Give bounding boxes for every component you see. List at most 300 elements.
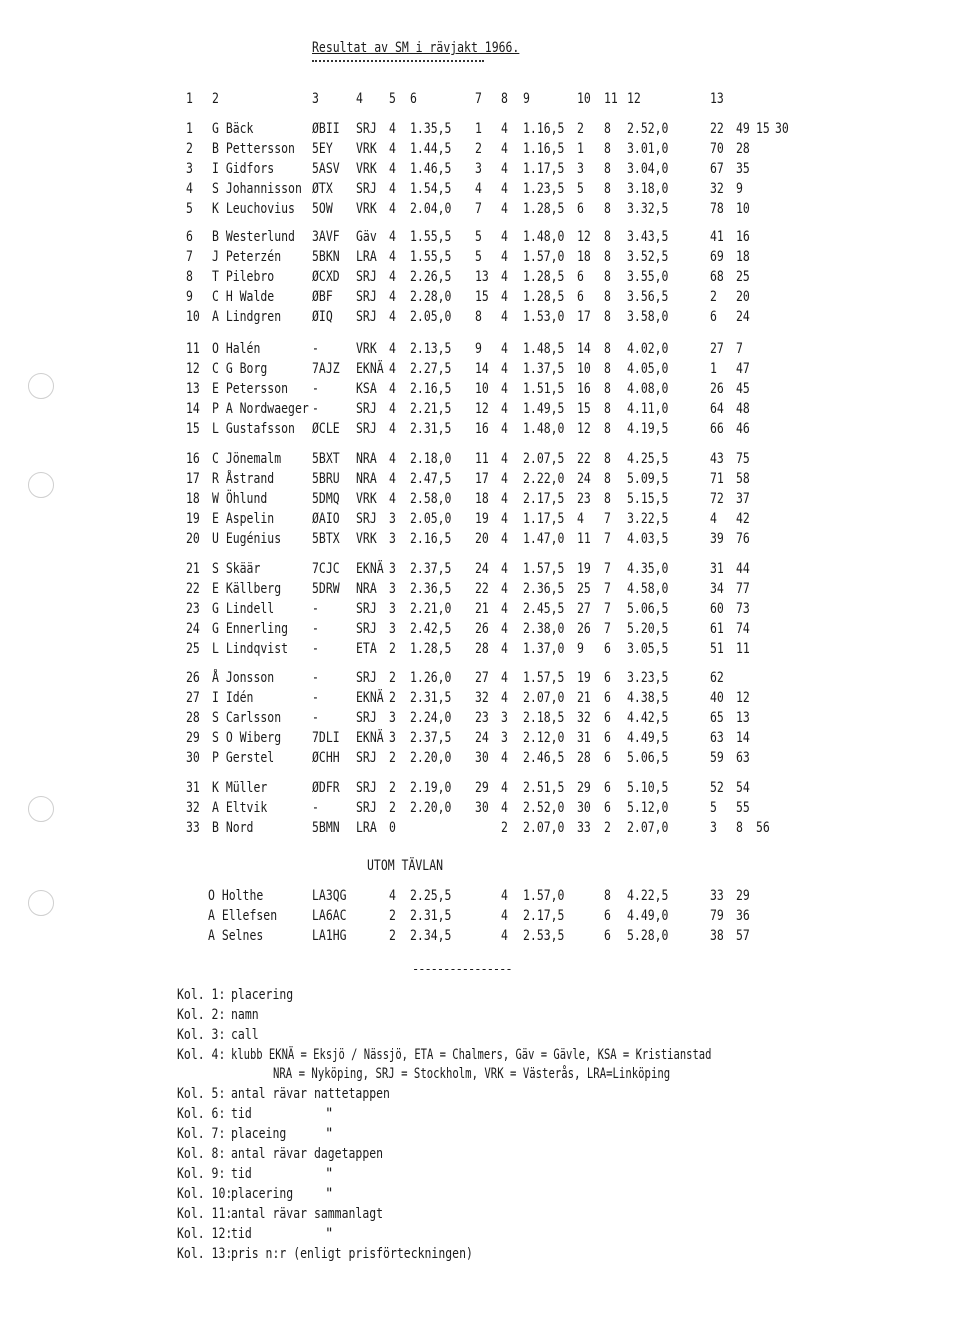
table-cell: 4 <box>186 181 193 197</box>
table-cell: 30 <box>475 750 489 766</box>
table-cell: 8 <box>604 381 611 397</box>
table-cell: 12 <box>577 229 591 245</box>
ditto-mark: " <box>325 1106 334 1122</box>
table-cell: 8 <box>604 421 611 437</box>
table-cell: 5DRW <box>312 581 340 597</box>
table-cell: 4 <box>389 121 396 137</box>
table-cell: 8 <box>604 201 611 217</box>
table-cell: 4.49,0 <box>627 908 669 924</box>
legend-text: call <box>231 1027 259 1043</box>
table-cell: 25 <box>186 641 200 657</box>
table-cell: 29 <box>736 888 750 904</box>
table-cell: 21 <box>186 561 200 577</box>
table-cell: 4 <box>501 780 508 796</box>
table-cell: 1.17,5 <box>523 161 565 177</box>
table-cell: 1.28,5 <box>523 269 565 285</box>
table-cell: 44 <box>736 561 750 577</box>
table-cell: ØBF <box>312 289 333 305</box>
table-cell: 6 <box>577 201 584 217</box>
table-cell: B Nord <box>212 820 254 836</box>
table-cell: 4.25,5 <box>627 451 669 467</box>
table-cell: G Ennerling <box>212 621 289 637</box>
table-cell: 3 <box>389 561 396 577</box>
table-cell: 4 <box>501 121 508 137</box>
table-row <box>0 289 960 309</box>
table-cell: 14 <box>577 341 591 357</box>
table-cell: 28 <box>577 750 591 766</box>
table-cell: 52 <box>710 780 724 796</box>
table-cell: 8 <box>604 181 611 197</box>
table-cell: 5.06,5 <box>627 601 669 617</box>
table-cell: 2.47,5 <box>410 471 452 487</box>
table-row <box>0 229 960 249</box>
table-cell: 64 <box>710 401 724 417</box>
table-cell: C Jönemalm <box>212 451 282 467</box>
table-cell: ØBII <box>312 121 340 137</box>
table-cell: 34 <box>710 581 724 597</box>
table-cell: 4 <box>389 341 396 357</box>
table-cell: 40 <box>710 690 724 706</box>
table-cell: 6 <box>604 800 611 816</box>
table-cell: G Lindell <box>212 601 275 617</box>
table-cell: 3 <box>389 730 396 746</box>
section-title: UTOM TÄVLAN <box>367 858 444 874</box>
table-row <box>0 800 960 820</box>
table-cell: 24 <box>475 730 489 746</box>
table-cell: P Gerstel <box>212 750 275 766</box>
table-cell: 3.23,5 <box>627 670 669 686</box>
table-cell: 5.15,5 <box>627 491 669 507</box>
table-cell: 29 <box>475 780 489 796</box>
table-cell: 1.17,5 <box>523 511 565 527</box>
table-cell: 5.06,5 <box>627 750 669 766</box>
table-cell: 1 <box>186 91 193 107</box>
table-row <box>0 601 960 621</box>
table-cell: 3 <box>710 820 717 836</box>
table-cell: 4 <box>389 309 396 325</box>
table-cell: 27 <box>577 601 591 617</box>
table-cell: A Lindgren <box>212 309 282 325</box>
table-cell: 1.26,0 <box>410 670 452 686</box>
legend-text: placeing <box>231 1126 287 1142</box>
table-cell: 4 <box>501 511 508 527</box>
table-cell: ØTX <box>312 181 333 197</box>
table-cell: 1 <box>710 361 717 377</box>
table-cell: 21 <box>475 601 489 617</box>
table-cell: 10 <box>186 309 200 325</box>
table-cell: 1.28,5 <box>523 289 565 305</box>
table-cell: 3 <box>312 91 319 107</box>
table-cell: 4 <box>501 361 508 377</box>
table-cell: 3.52,5 <box>627 249 669 265</box>
table-cell: 29 <box>186 730 200 746</box>
table-cell: W Öhlund <box>212 491 268 507</box>
table-cell: 2 <box>389 750 396 766</box>
table-cell: 8 <box>604 471 611 487</box>
table-cell: 5ASV <box>312 161 340 177</box>
table-cell: 4.05,0 <box>627 361 669 377</box>
table-cell: 2.19,0 <box>410 780 452 796</box>
table-cell: 30 <box>186 750 200 766</box>
table-cell: 18 <box>475 491 489 507</box>
table-cell: - <box>312 601 319 617</box>
table-cell: 4 <box>389 491 396 507</box>
table-row <box>0 201 960 221</box>
table-cell: 18 <box>186 491 200 507</box>
legend-key: Kol. 9: <box>177 1166 226 1182</box>
table-cell: 2.07,0 <box>627 820 669 836</box>
legend-item <box>177 1166 937 1186</box>
table-cell: 18 <box>577 249 591 265</box>
table-cell: SRJ <box>356 800 377 816</box>
table-cell: 2.51,5 <box>523 780 565 796</box>
table-cell: 28 <box>736 141 750 157</box>
table-cell: C H Walde <box>212 289 275 305</box>
table-cell: 24 <box>186 621 200 637</box>
table-cell: EKNÄ <box>356 690 384 706</box>
table-cell: 4 <box>501 641 508 657</box>
table-cell: 4 <box>501 161 508 177</box>
table-cell: 19 <box>186 511 200 527</box>
table-cell: 23 <box>186 601 200 617</box>
table-row <box>0 581 960 601</box>
table-cell: 2 <box>389 800 396 816</box>
table-cell: T Pilebro <box>212 269 275 285</box>
table-cell: ØCHH <box>312 750 340 766</box>
table-cell: S Carlsson <box>212 710 282 726</box>
table-cell: 19 <box>577 670 591 686</box>
table-cell: 32 <box>710 181 724 197</box>
table-cell: 4 <box>389 381 396 397</box>
legend-text: klubb EKNÄ = Eksjö / Nässjö, ETA = Chalmers, Gäv = Gävle, KSA = Kristianstad <box>231 1047 712 1063</box>
table-cell: 10 <box>736 201 750 217</box>
table-cell: 1.53,0 <box>523 309 565 325</box>
table-cell: NRA <box>356 451 377 467</box>
table-cell: 11 <box>577 531 591 547</box>
table-row <box>0 381 960 401</box>
table-cell: SRJ <box>356 621 377 637</box>
table-cell: ØDFR <box>312 780 340 796</box>
table-cell: 5.10,5 <box>627 780 669 796</box>
table-cell: 6 <box>410 91 417 107</box>
table-cell: 6 <box>604 750 611 766</box>
table-cell: S O Wiberg <box>212 730 282 746</box>
table-cell: - <box>312 341 319 357</box>
legend-item <box>177 1246 937 1266</box>
table-cell: 1.28,5 <box>410 641 452 657</box>
table-row <box>0 161 960 181</box>
table-cell: 4 <box>501 690 508 706</box>
table-cell: 1.55,5 <box>410 249 452 265</box>
table-cell: 5BKN <box>312 249 340 265</box>
table-row <box>0 451 960 471</box>
table-cell: 1.51,5 <box>523 381 565 397</box>
table-cell: 2.24,0 <box>410 710 452 726</box>
table-cell: 26 <box>710 381 724 397</box>
table-cell: B Pettersson <box>212 141 295 157</box>
table-row <box>0 690 960 710</box>
table-cell: 2 <box>389 928 396 944</box>
table-cell: 5.20,5 <box>627 621 669 637</box>
table-cell: 30 <box>775 121 789 137</box>
ditto-mark: " <box>325 1186 334 1202</box>
table-cell: 19 <box>475 511 489 527</box>
table-cell: 4 <box>356 91 363 107</box>
table-cell: SRJ <box>356 269 377 285</box>
table-cell: 7AJZ <box>312 361 340 377</box>
table-cell: 2 <box>577 121 584 137</box>
legend-text: placering <box>231 987 294 1003</box>
table-cell: 4 <box>501 229 508 245</box>
legend-key: Kol. 7: <box>177 1126 226 1142</box>
table-cell: 9 <box>186 289 193 305</box>
table-cell: 20 <box>475 531 489 547</box>
table-cell: 4 <box>501 249 508 265</box>
table-cell: 5 <box>710 800 717 816</box>
table-cell: SRJ <box>356 601 377 617</box>
table-cell: 33 <box>577 820 591 836</box>
table-cell: 8 <box>501 91 508 107</box>
table-cell: 5EY <box>312 141 333 157</box>
table-cell: 13 <box>736 710 750 726</box>
table-cell: 8 <box>604 401 611 417</box>
table-cell: 2.07,0 <box>523 690 565 706</box>
table-cell: 1.54,5 <box>410 181 452 197</box>
legend-text: antal rävar sammanlagt <box>231 1206 384 1222</box>
table-cell: 2.20,0 <box>410 800 452 816</box>
table-row <box>0 670 960 690</box>
table-cell: 2.18,0 <box>410 451 452 467</box>
table-cell: 16 <box>475 421 489 437</box>
table-cell: 3.05,5 <box>627 641 669 657</box>
table-cell: 5BXT <box>312 451 340 467</box>
table-cell: 65 <box>710 710 724 726</box>
table-cell: 1.28,5 <box>523 201 565 217</box>
table-cell: 36 <box>736 908 750 924</box>
table-cell: 2.20,0 <box>410 750 452 766</box>
title-underline <box>312 60 484 62</box>
table-cell: 69 <box>710 249 724 265</box>
legend-item <box>177 1027 937 1047</box>
table-cell: 14 <box>736 730 750 746</box>
table-cell: 3 <box>389 710 396 726</box>
table-cell: 10 <box>577 361 591 377</box>
table-cell: O Halén <box>212 341 261 357</box>
table-cell: VRK <box>356 141 377 157</box>
table-cell: 21 <box>577 690 591 706</box>
table-cell: 5 <box>389 91 396 107</box>
table-cell: 2.38,0 <box>523 621 565 637</box>
table-cell: C G Borg <box>212 361 268 377</box>
table-cell: 4 <box>501 928 508 944</box>
table-cell: 6 <box>604 908 611 924</box>
table-cell: 4 <box>501 309 508 325</box>
table-cell: 4.03,5 <box>627 531 669 547</box>
table-cell: ØAIO <box>312 511 340 527</box>
table-cell: 7 <box>186 249 193 265</box>
table-cell: 32 <box>186 800 200 816</box>
table-row <box>0 341 960 361</box>
table-cell: 6 <box>604 710 611 726</box>
table-cell: SRJ <box>356 401 377 417</box>
table-cell: 5.28,0 <box>627 928 669 944</box>
ditto-mark: " <box>325 1226 334 1242</box>
table-cell: J Peterzén <box>212 249 282 265</box>
table-cell: K Leuchovius <box>212 201 295 217</box>
table-cell: KSA <box>356 381 377 397</box>
table-cell: - <box>312 381 319 397</box>
table-cell: 78 <box>710 201 724 217</box>
table-cell: 49 <box>736 121 750 137</box>
table-cell: 3 <box>186 161 193 177</box>
table-cell: 15 <box>577 401 591 417</box>
table-cell: 4.08,0 <box>627 381 669 397</box>
table-cell: 29 <box>577 780 591 796</box>
table-cell: SRJ <box>356 121 377 137</box>
table-cell: 8 <box>475 309 482 325</box>
table-cell: 4.38,5 <box>627 690 669 706</box>
table-cell: O Holthe <box>208 888 264 904</box>
table-cell: 2.28,0 <box>410 289 452 305</box>
table-cell: 30 <box>475 800 489 816</box>
table-cell: 7 <box>604 621 611 637</box>
legend-key: Kol. 11: <box>177 1206 233 1222</box>
legend-item <box>177 1226 937 1246</box>
table-cell: 2.27,5 <box>410 361 452 377</box>
table-cell: 4 <box>501 908 508 924</box>
table-cell: 4 <box>501 471 508 487</box>
legend-item <box>177 1146 937 1166</box>
table-cell: 6 <box>577 269 584 285</box>
legend-text: placering <box>231 1186 294 1202</box>
table-cell: 4 <box>389 888 396 904</box>
table-cell: 2.52,0 <box>627 121 669 137</box>
table-cell: 72 <box>710 491 724 507</box>
legend-text: antal rävar nattetappen <box>231 1086 390 1102</box>
table-cell: 14 <box>186 401 200 417</box>
table-cell: 3.55,0 <box>627 269 669 285</box>
table-cell: LA3QG <box>312 888 347 904</box>
table-cell: 4 <box>501 201 508 217</box>
table-cell: NRA <box>356 581 377 597</box>
table-cell: 4 <box>501 800 508 816</box>
table-cell: Gäv <box>356 229 377 245</box>
table-row <box>0 141 960 161</box>
table-cell: 8 <box>604 491 611 507</box>
table-cell: 2.16,5 <box>410 381 452 397</box>
table-cell: S Skäär <box>212 561 261 577</box>
table-cell: 2.26,5 <box>410 269 452 285</box>
table-cell: 2.36,5 <box>410 581 452 597</box>
table-cell: 2.25,5 <box>410 888 452 904</box>
table-cell: 2.18,5 <box>523 710 565 726</box>
table-cell: 57 <box>736 928 750 944</box>
table-cell: Å Jonsson <box>212 670 275 686</box>
table-cell: 6 <box>710 309 717 325</box>
table-cell: 6 <box>604 780 611 796</box>
table-cell: 5 <box>186 201 193 217</box>
table-cell: 2.31,5 <box>410 421 452 437</box>
table-cell: 11 <box>475 451 489 467</box>
table-cell: 4 <box>501 421 508 437</box>
table-cell: 4 <box>501 581 508 597</box>
table-cell: 15 <box>186 421 200 437</box>
table-cell: 2 <box>389 641 396 657</box>
legend-item <box>177 987 937 1007</box>
table-cell: 11 <box>736 641 750 657</box>
table-cell: 4.11,0 <box>627 401 669 417</box>
table-cell: 5BMN <box>312 820 340 836</box>
table-cell: ØCLE <box>312 421 340 437</box>
table-row <box>0 421 960 441</box>
table-cell: 2 <box>710 289 717 305</box>
table-cell: EKNÄ <box>356 361 384 377</box>
table-cell: 14 <box>475 361 489 377</box>
table-cell: 12 <box>577 421 591 437</box>
table-cell: 1.57,5 <box>523 561 565 577</box>
table-cell: 59 <box>710 750 724 766</box>
table-cell: SRJ <box>356 710 377 726</box>
table-cell: 3 <box>389 601 396 617</box>
table-cell: 3 <box>389 581 396 597</box>
table-cell: 54 <box>736 780 750 796</box>
table-cell: R Åstrand <box>212 471 275 487</box>
table-cell: 4 <box>501 561 508 577</box>
table-cell: 8 <box>604 161 611 177</box>
table-cell: 5OW <box>312 201 333 217</box>
table-cell: 4 <box>501 621 508 637</box>
table-cell: 6 <box>577 289 584 305</box>
table-cell: 1.48,5 <box>523 341 565 357</box>
table-cell: 24 <box>577 471 591 487</box>
table-cell: 66 <box>710 421 724 437</box>
table-cell: 41 <box>710 229 724 245</box>
table-row <box>0 181 960 201</box>
table-cell: 47 <box>736 361 750 377</box>
table-cell: 2.12,0 <box>523 730 565 746</box>
table-cell: 2.22,0 <box>523 471 565 487</box>
table-cell: 2.17,5 <box>523 491 565 507</box>
table-cell: 15 <box>756 121 770 137</box>
table-cell: VRK <box>356 341 377 357</box>
table-row <box>0 928 960 948</box>
table-cell: 4.58,0 <box>627 581 669 597</box>
legend-item <box>177 1206 937 1226</box>
table-cell: 55 <box>736 800 750 816</box>
table-cell: 3.56,5 <box>627 289 669 305</box>
table-cell: A Eltvik <box>212 800 268 816</box>
table-cell: 31 <box>577 730 591 746</box>
table-cell: 4 <box>501 670 508 686</box>
table-cell: 4.22,5 <box>627 888 669 904</box>
table-cell: 9 <box>523 91 530 107</box>
table-cell: 22 <box>577 451 591 467</box>
table-cell: 4 <box>577 511 584 527</box>
table-cell: 4 <box>501 141 508 157</box>
table-cell: 2.31,5 <box>410 908 452 924</box>
table-cell: 1 <box>475 121 482 137</box>
table-cell: 1.16,5 <box>523 121 565 137</box>
legend-text: tid <box>231 1106 252 1122</box>
table-cell: 13 <box>475 269 489 285</box>
table-cell: 4 <box>501 269 508 285</box>
table-cell: 2 <box>389 780 396 796</box>
table-cell: 4 <box>501 401 508 417</box>
table-cell: 5DMQ <box>312 491 340 507</box>
legend-text: namn <box>231 1007 259 1023</box>
table-cell: LRA <box>356 820 377 836</box>
table-cell: 33 <box>710 888 724 904</box>
